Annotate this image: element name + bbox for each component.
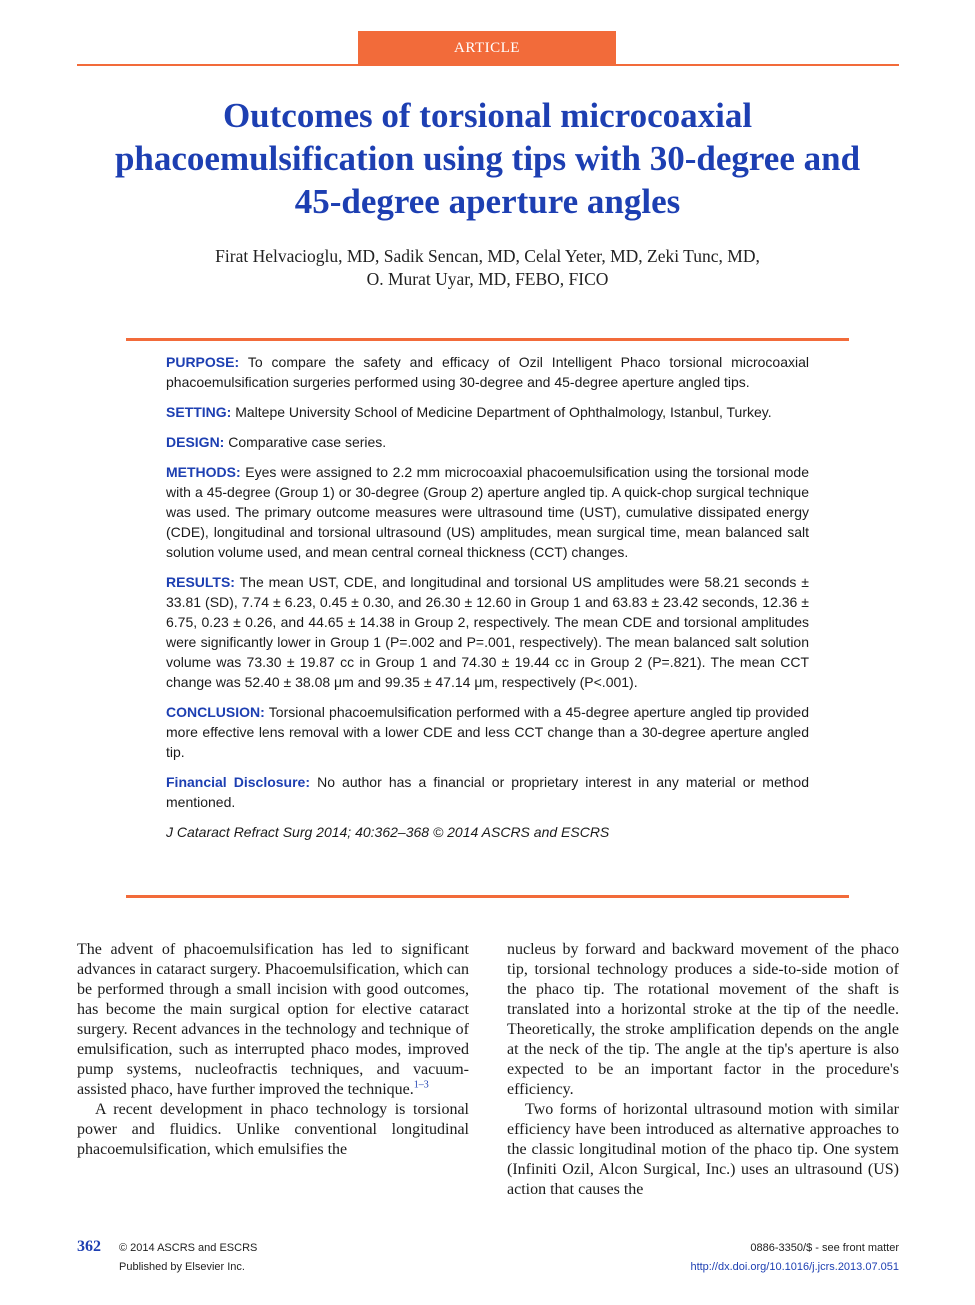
disclosure-heading: Financial Disclosure: (166, 774, 311, 790)
purpose-heading: PURPOSE: (166, 354, 240, 370)
abstract-bottom-rule (126, 895, 849, 898)
body-paragraph: A recent development in phaco technology is torsional power and fluidics. Unlike conventional longitudinal phacoemulsification, which emulsifies the (77, 1101, 469, 1158)
body-column-right (507, 940, 899, 1200)
design-heading: DESIGN: (166, 434, 225, 450)
footer-publisher: Published by Elsevier Inc. (119, 1261, 245, 1273)
abstract-design (166, 432, 809, 452)
footer-copyright: © 2014 ASCRS and ESCRS (119, 1242, 258, 1254)
page-number: 362 (77, 1238, 101, 1255)
article-title: Outcomes of torsional microcoaxial phacoemulsification using tips with 30-degree and 45-degree aperture angles (114, 96, 861, 221)
doi-link[interactable]: http://dx.doi.org/10.1016/j.jcrs.2013.07.051 (690, 1261, 899, 1273)
author-line-2: O. Murat Uyar, MD, FEBO, FICO (366, 269, 609, 289)
article-label-bar (77, 31, 899, 67)
page-footer (77, 1238, 899, 1278)
author-line-1: Firat Helvacioglu, MD, Sadik Sencan, MD, Celal Yeter, MD, Zeki Tunc, MD, (215, 246, 760, 266)
abstract-conclusion (166, 702, 809, 762)
body-paragraph: Two forms of horizontal ultrasound motion with similar efficiency have been introduced as alternative approaches to the classic longitudinal motion of the phaco tip. One system (Infiniti Ozil, Alcon Surgical, Inc.) uses an ultrasound (US) action that causes the (507, 1101, 899, 1198)
abstract-methods (166, 462, 809, 562)
body-paragraph: nucleus by forward and backward movement of the phaco tip, torsional technology produces a side-to-side motion of the phaco tip. The rotational movement of the shaft is translated into a horizontal stroke at the tip of the needle. Theoretically, the stroke amplification depends on the angle at the neck of the tip. The angle at the tip's aperture is also expected to be an important factor in the procedure's efficiency. (507, 941, 899, 1098)
author-list (120, 245, 855, 291)
footer-issn: 0886-3350/$ - see front matter (750, 1242, 899, 1254)
body-text: The advent of phacoemulsification has led to significant advances in cataract surgery. Phacoemulsification, which can be performed through a small incision with good outcomes, has become the main surgical option for elective cataract surgery. Recent advances in the technology and technique of emulsification, such as interrupted phaco modes, improved pump systems, nucleofractis techniques, and vacuum-assisted phaco, have further improved the technique. (77, 941, 469, 1098)
abstract-purpose (166, 352, 809, 392)
results-heading: RESULTS: (166, 574, 235, 590)
abstract (166, 352, 809, 852)
conclusion-text: Torsional phacoemulsification performed with a 45-degree aperture angled tip provided more effective lens removal with a lower CDE and less CCT change than a 30-degree aperture angled tip. (166, 704, 809, 760)
journal-citation: J Cataract Refract Surg 2014; 40:362–368 © 2014 ASCRS and ESCRS (166, 824, 610, 840)
results-text: The mean UST, CDE, and longitudinal and torsional US amplitudes were 58.21 seconds ± 33.81 (SD), 7.74 ± 6.23, 0.45 ± 0.30, and 26.30 ± 12.60 in Group 1 and 63.83 ± 23.42 seconds, 12.36 ± 6.75, 0.23 ± 0.26, and 44.65 ± 14.38 in Group 2, respectively. The mean CDE and torsional amplitudes were significantly lower in Group 1 (P=.002 and P=.001, respectively). The mean balanced salt solution volume was 73.30 ± 19.87 cc in Group 1 and 74.30 ± 19.44 cc in Group 2 (P=.821). The mean CCT change was 52.40 ± 38.08 μm and 99.35 ± 47.14 μm, respectively (P<.001). (166, 574, 809, 690)
abstract-results (166, 572, 809, 692)
reference-link[interactable]: 1–3 (413, 1079, 429, 1091)
article-type-tag: ARTICLE (358, 31, 616, 65)
purpose-text: To compare the safety and efficacy of Ozil Intelligent Phaco torsional microcoaxial phacoemulsification surgeries performed using 30-degree and 45-degree aperture angled tips. (166, 354, 809, 390)
header-rule (77, 64, 899, 66)
body-paragraph (77, 940, 469, 1100)
setting-heading: SETTING: (166, 404, 232, 420)
abstract-setting (166, 402, 809, 422)
methods-heading: METHODS: (166, 464, 241, 480)
design-text: Comparative case series. (224, 434, 387, 450)
body-column-left (77, 940, 469, 1160)
disclosure-text: No author has a financial or proprietary interest in any material or method mentioned. (166, 774, 809, 810)
methods-text: Eyes were assigned to 2.2 mm microcoaxial phacoemulsification using the torsional mode with a 45-degree (Group 1) or 30-degree (Group 2) aperture angled tip. A quick-chop surgical technique was used. The primary outcome measures were ultrasound time (UST), cumulative dissipated energy (CDE), longitudinal and torsional ultrasound (US) amplitudes, mean surgical time, mean balanced salt solution volume used, and mean central corneal thickness (CCT) changes. (166, 464, 809, 560)
setting-text: Maltepe University School of Medicine Department of Ophthalmology, Istanbul, Turkey. (231, 404, 772, 420)
conclusion-heading: CONCLUSION: (166, 704, 265, 720)
abstract-disclosure (166, 772, 809, 812)
abstract-top-rule (126, 338, 849, 341)
